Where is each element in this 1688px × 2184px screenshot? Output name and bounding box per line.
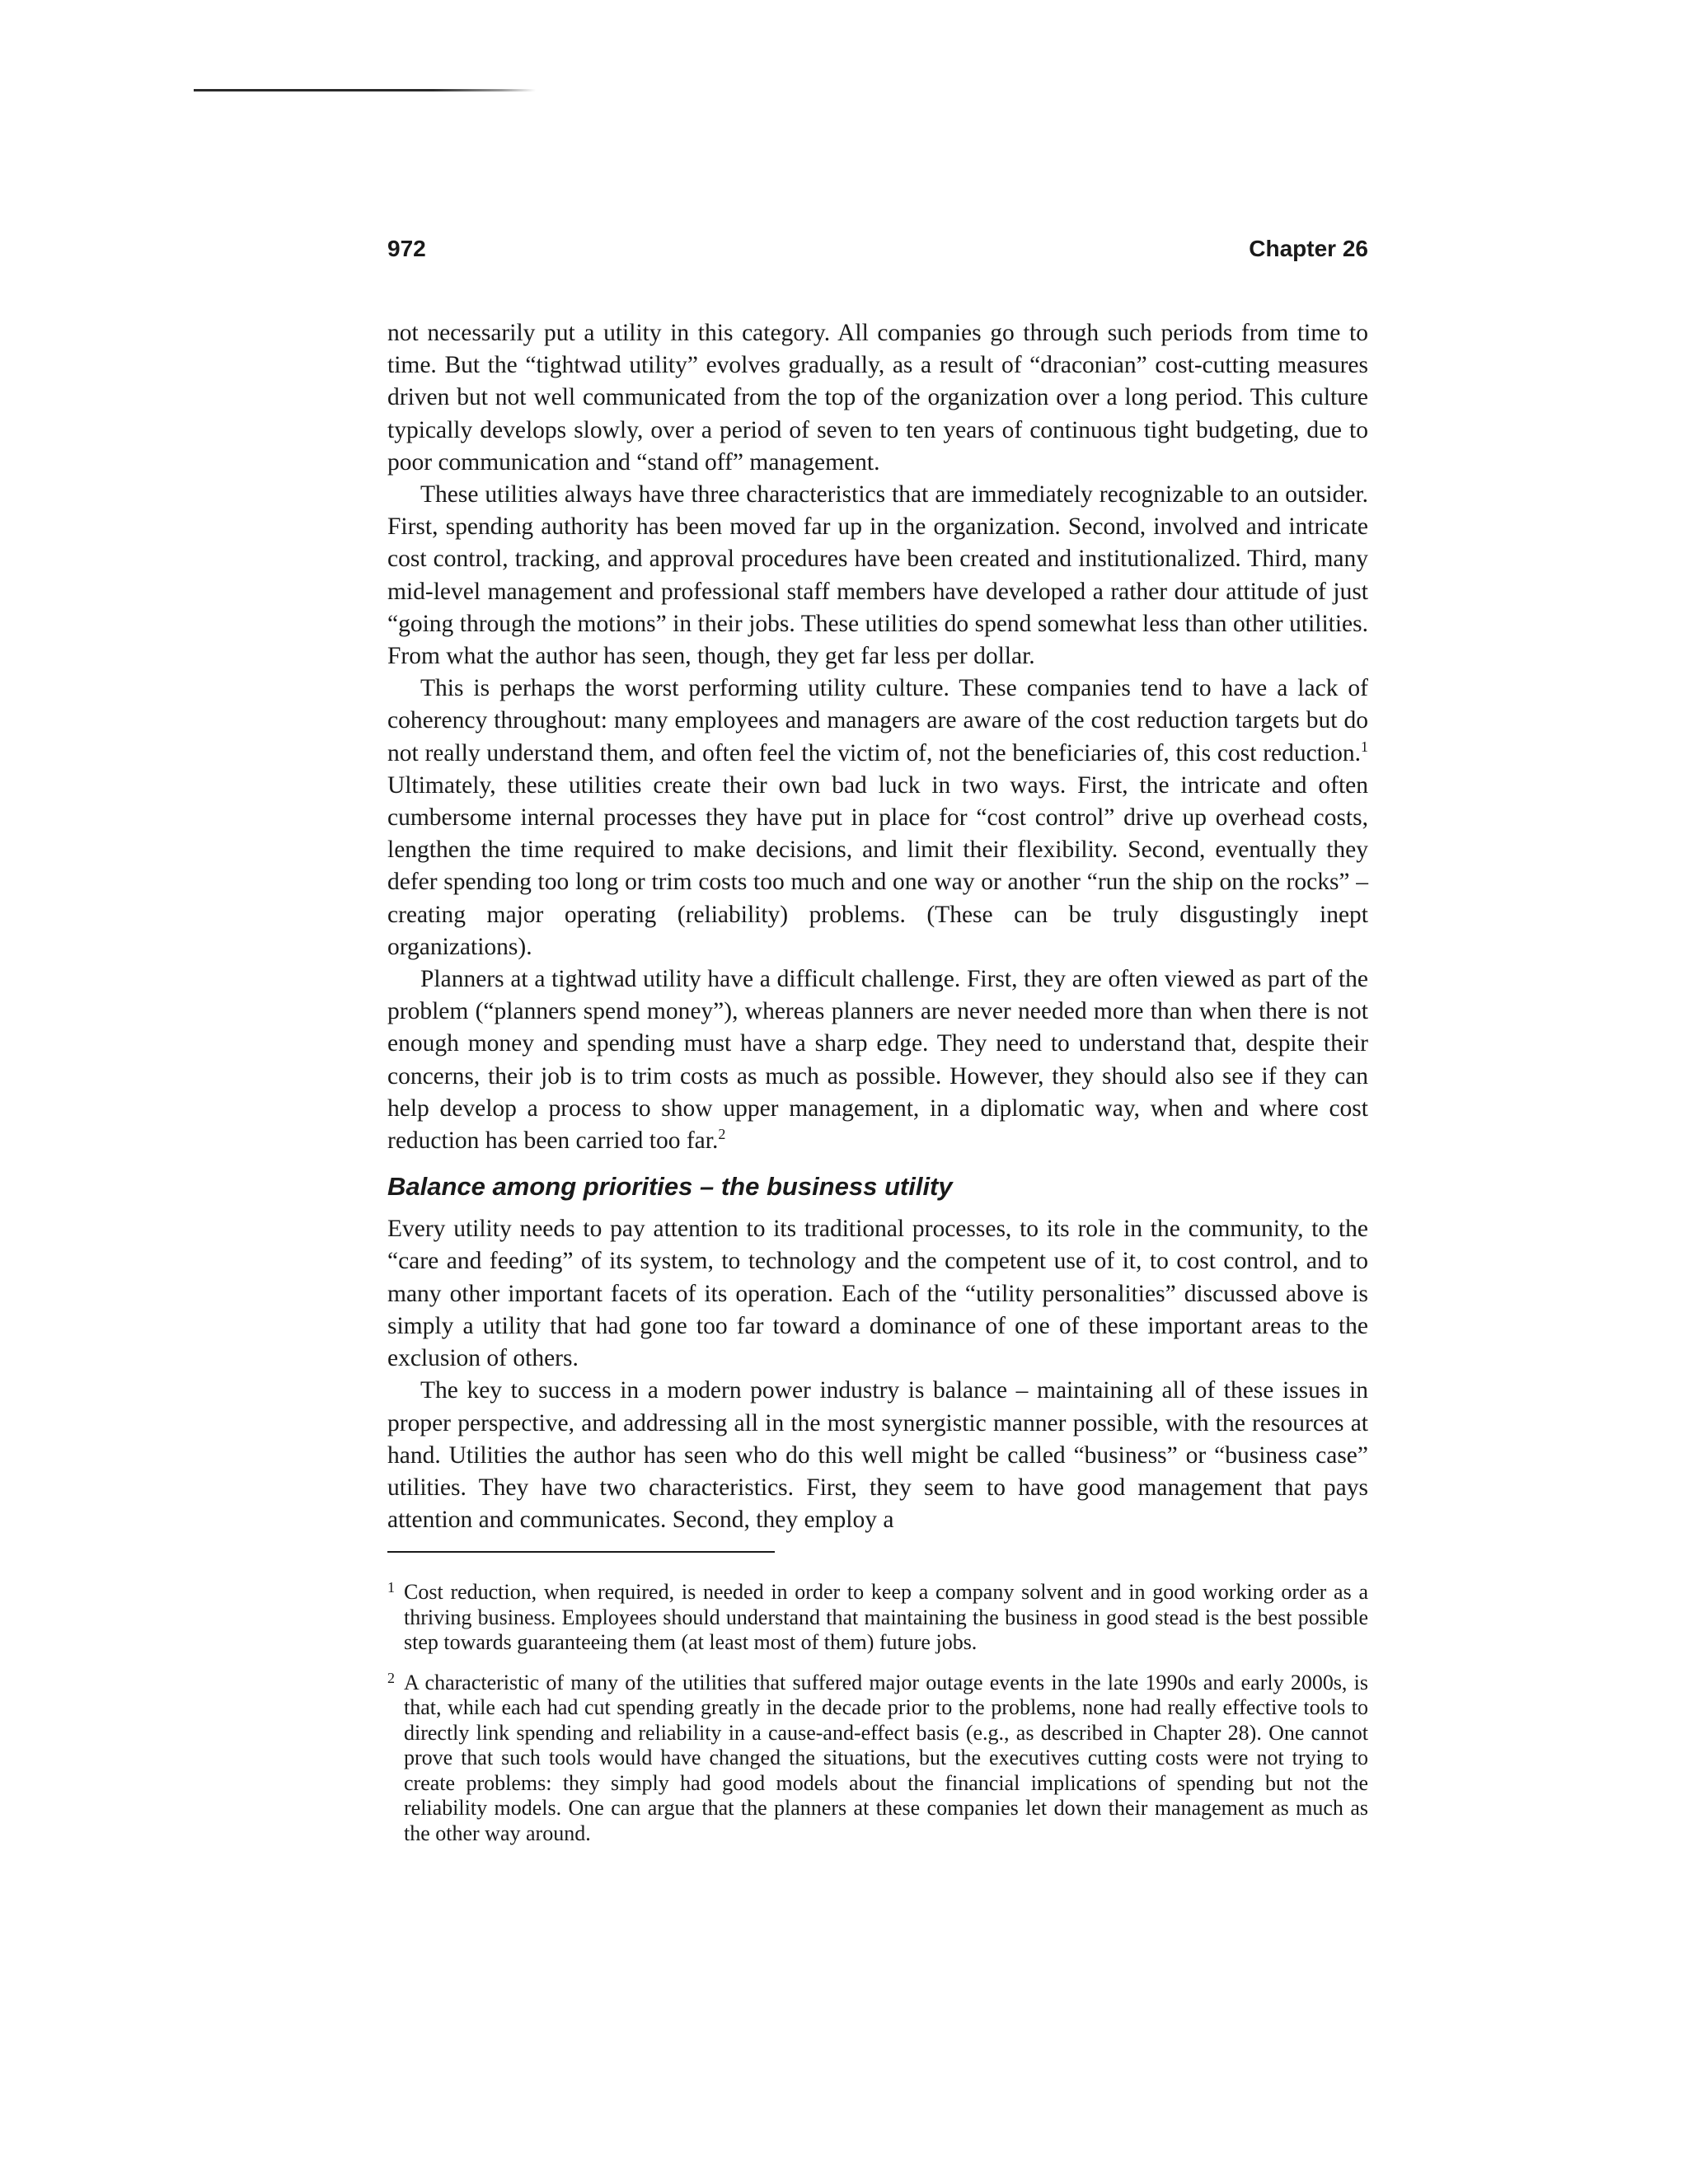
main-text	[387, 317, 1368, 1536]
footnote-text-1: Cost reduction, when required, is needed in order to keep a company solvent and in good working order as a thriving business. Employees should understand that maintaining the business in good stead is the best possible step towards guaranteeing them (at least most of them) future jobs.	[404, 1580, 1368, 1654]
paragraph-3-text-a: This is perhaps the worst performing utility culture. These companies tend to have a lack of coherency throughout: many employees and managers are aware of the cost reduction targets but do not really understand them, and often feel the victim of, not the beneficiaries of, this cost reduction.	[387, 675, 1368, 766]
footnote-mark-1: 1	[387, 1579, 395, 1596]
top-decorative-rule	[194, 89, 536, 91]
footnote-ref-1[interactable]: 1	[1361, 738, 1368, 755]
paragraph-1: not necessarily put a utility in this category. All companies go through such periods from time to time. But the “tightwad utility” evolves gradually, as a result of “draconian” cost-cutting measures driven but not well communicated from the top of the organization over a long period. This culture typically develops slowly, over a period of seven to ten years of continuous tight budgeting, due to poor communication and “stand off” management.	[387, 320, 1368, 476]
paragraph-3	[387, 673, 1368, 963]
footnote-ref-2[interactable]: 2	[718, 1126, 726, 1143]
paragraph-6: The key to success in a modern power industry is balance – maintaining all of these issues in proper perspective, and addressing all in the most synergistic manner possible, with the resources at hand. Utilities the author has seen who do this well might be called “business” or “business case” utilities. They have two characteristics. First, they seem to have good management that pays attention and communicates. Second, they employ a	[387, 1377, 1368, 1534]
paragraph-4-text: Planners at a tightwad utility have a difficult challenge. First, they are often viewed as part of the problem (“planners spend money”), whereas planners are never needed more than when there is not enough money and spending must have a sharp edge. They need to understand that, despite their concerns, their job is to trim costs as much as possible. However, they should also see if they can help develop a process to show upper management, in a diplomatic way, when and where cost reduction has been carried too far.	[387, 966, 1368, 1155]
footnote-2	[387, 1671, 1368, 1847]
chapter-label: Chapter 26	[1249, 236, 1368, 261]
paragraph-5: Every utility needs to pay attention to its traditional processes, to its role in the community, to the “care and feeding” of its system, to technology and the competent use of it, to cost control, and to many other important facets of its operation. Each of the “utility personalities” discussed above is simply a utility that had gone too far toward a dominance of one of these important areas to the exclusion of others.	[387, 1216, 1368, 1372]
footnotes	[387, 1580, 1368, 1861]
footnote-separator	[387, 1551, 775, 1553]
running-header	[387, 236, 1368, 269]
footnote-text-2: A characteristic of many of the utilities that suffered major outage events in the late 1990s and early 2000s, is that, while each had cut spending greatly in the decade prior to the problems, none had really effective tools to directly link spending and reliability in a cause-and-effect basis (e.g., as described in Chapter 28). One cannot prove that such tools would have changed the situations, but the executives cutting costs were not trying to create problems: they simply had good models about the financial implications of spending but not the reliability models. One can argue that the planners at these companies let down their management as much as the other way around.	[404, 1670, 1368, 1845]
paragraph-3-text-b: Ultimately, these utilities create their own bad luck in two ways. First, the intricate and often cumbersome internal processes they have put in place for “cost control” drive up overhead costs, lengthen the time required to make decisions, and limit their flexibility. Second, eventually they defer spending too long or trim costs too much and one way or another “run the ship on the rocks” – creating major operating (reliability) problems. (These can be truly disgustingly inept organizations).	[387, 771, 1368, 960]
section-heading: Balance among priorities – the business utility	[387, 1172, 953, 1202]
footnote-mark-2: 2	[387, 1669, 395, 1686]
paragraph-4	[387, 963, 1368, 1157]
paragraph-2: These utilities always have three characteristics that are immediately recognizable to an outsider. First, spending authority has been moved far up in the organization. Second, involved and intricate cost control, tracking, and approval procedures have been created and institutionalized. Third, many mid-level management and professional staff members have developed a rather dour attitude of just “going through the motions” in their jobs. These utilities do spend somewhat less than other utilities. From what the author has seen, though, they get far less per dollar.	[387, 481, 1368, 670]
footnote-1	[387, 1580, 1368, 1656]
page-number: 972	[387, 236, 426, 261]
